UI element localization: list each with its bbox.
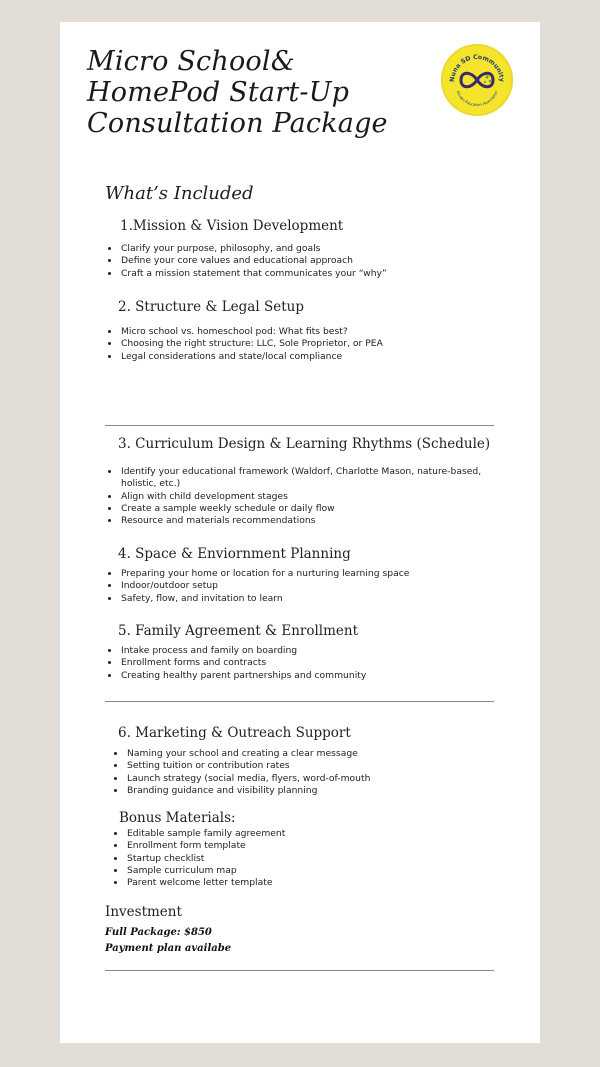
list-item: • Preparing your home or location for a nurturing learning space — [120, 568, 520, 580]
list-item: • Naming your school and creating a clear message — [126, 748, 526, 760]
list-item: • Intake process and family on boarding — [120, 645, 520, 657]
section-heading-curriculum: 3. Curriculum Design & Learning Rhythms (Schedule) — [118, 436, 491, 452]
page-title — [87, 46, 388, 139]
section-heading-family: 5. Family Agreement & Enrollment — [118, 623, 359, 639]
list-item: • Startup checklist — [126, 853, 526, 865]
list-item: • Create a sample weekly schedule or daily flow — [120, 503, 495, 515]
list-item: • Sample curriculum map — [126, 865, 526, 877]
logo-svg — [441, 44, 513, 116]
section-list-mission — [106, 243, 520, 280]
investment-payment-plan: Payment plan availabe — [105, 943, 232, 954]
list-item: • Identify your educational framework (Waldorf, Charlotte Mason, nature-based, holistic, etc.) — [120, 466, 495, 491]
section-list-space — [106, 568, 520, 605]
title-line-2: HomePod Start-Up — [87, 77, 350, 108]
list-item: • Indoor/outdoor setup — [120, 580, 520, 592]
section-list-structure — [106, 326, 520, 363]
bonus-heading: Bonus Materials: — [119, 810, 236, 826]
bonus-list — [112, 828, 526, 889]
divider — [105, 970, 494, 971]
infinity-icon — [461, 73, 493, 87]
list-item: • Clarify your purpose, philosophy, and goals — [120, 243, 520, 255]
list-item: • Branding guidance and visibility planning — [126, 785, 526, 797]
svg-text:Private Education Association — [455, 90, 498, 107]
list-item: • Creating healthy parent partnerships and community — [120, 670, 520, 682]
list-item: • Enrollment forms and contracts — [120, 657, 520, 669]
title-line-3: Consultation Package — [87, 108, 388, 139]
divider — [105, 701, 494, 702]
list-item: • Define your core values and educational approach — [120, 255, 520, 267]
investment-price: Full Package: $850 — [105, 927, 212, 938]
list-item: • Legal considerations and state/local compliance — [120, 351, 520, 363]
whats-included-heading: What’s Included — [105, 183, 254, 204]
list-item: • Setting tuition or contribution rates — [126, 760, 526, 772]
list-item: • Align with child development stages — [120, 491, 495, 503]
divider — [105, 425, 494, 426]
section-list-family — [106, 645, 520, 682]
section-heading-structure: 2. Structure & Legal Setup — [118, 299, 304, 315]
community-logo — [441, 44, 513, 116]
flyer-card — [60, 22, 540, 1043]
list-item: • Editable sample family agreement — [126, 828, 526, 840]
section-list-curriculum — [106, 466, 495, 527]
list-item: • Choosing the right structure: LLC, Sole Proprietor, or PEA — [120, 338, 520, 350]
logo-bottom-text: Private Education Association — [455, 90, 499, 108]
list-item: • Safety, flow, and invitation to learn — [120, 593, 520, 605]
title-line-1: Micro School& — [87, 46, 295, 77]
list-item: • Launch strategy (social media, flyers, word-of-mouth — [126, 773, 526, 785]
investment-heading: Investment — [105, 904, 182, 920]
section-heading-space: 4. Space & Enviornment Planning — [118, 546, 351, 562]
list-item: • Resource and materials recommendations — [120, 515, 495, 527]
list-item: • Micro school vs. homeschool pod: What fits best? — [120, 326, 520, 338]
logo-top-text: Nuna SD Community — [448, 53, 506, 83]
section-heading-marketing: 6. Marketing & Outreach Support — [118, 725, 351, 741]
section-list-marketing — [112, 748, 526, 797]
section-heading-mission: 1.Mission & Vision Development — [120, 218, 344, 234]
list-item: • Enrollment form template — [126, 840, 526, 852]
list-item: • Craft a mission statement that communicates your “why” — [120, 268, 520, 280]
list-item: • Parent welcome letter template — [126, 877, 526, 889]
